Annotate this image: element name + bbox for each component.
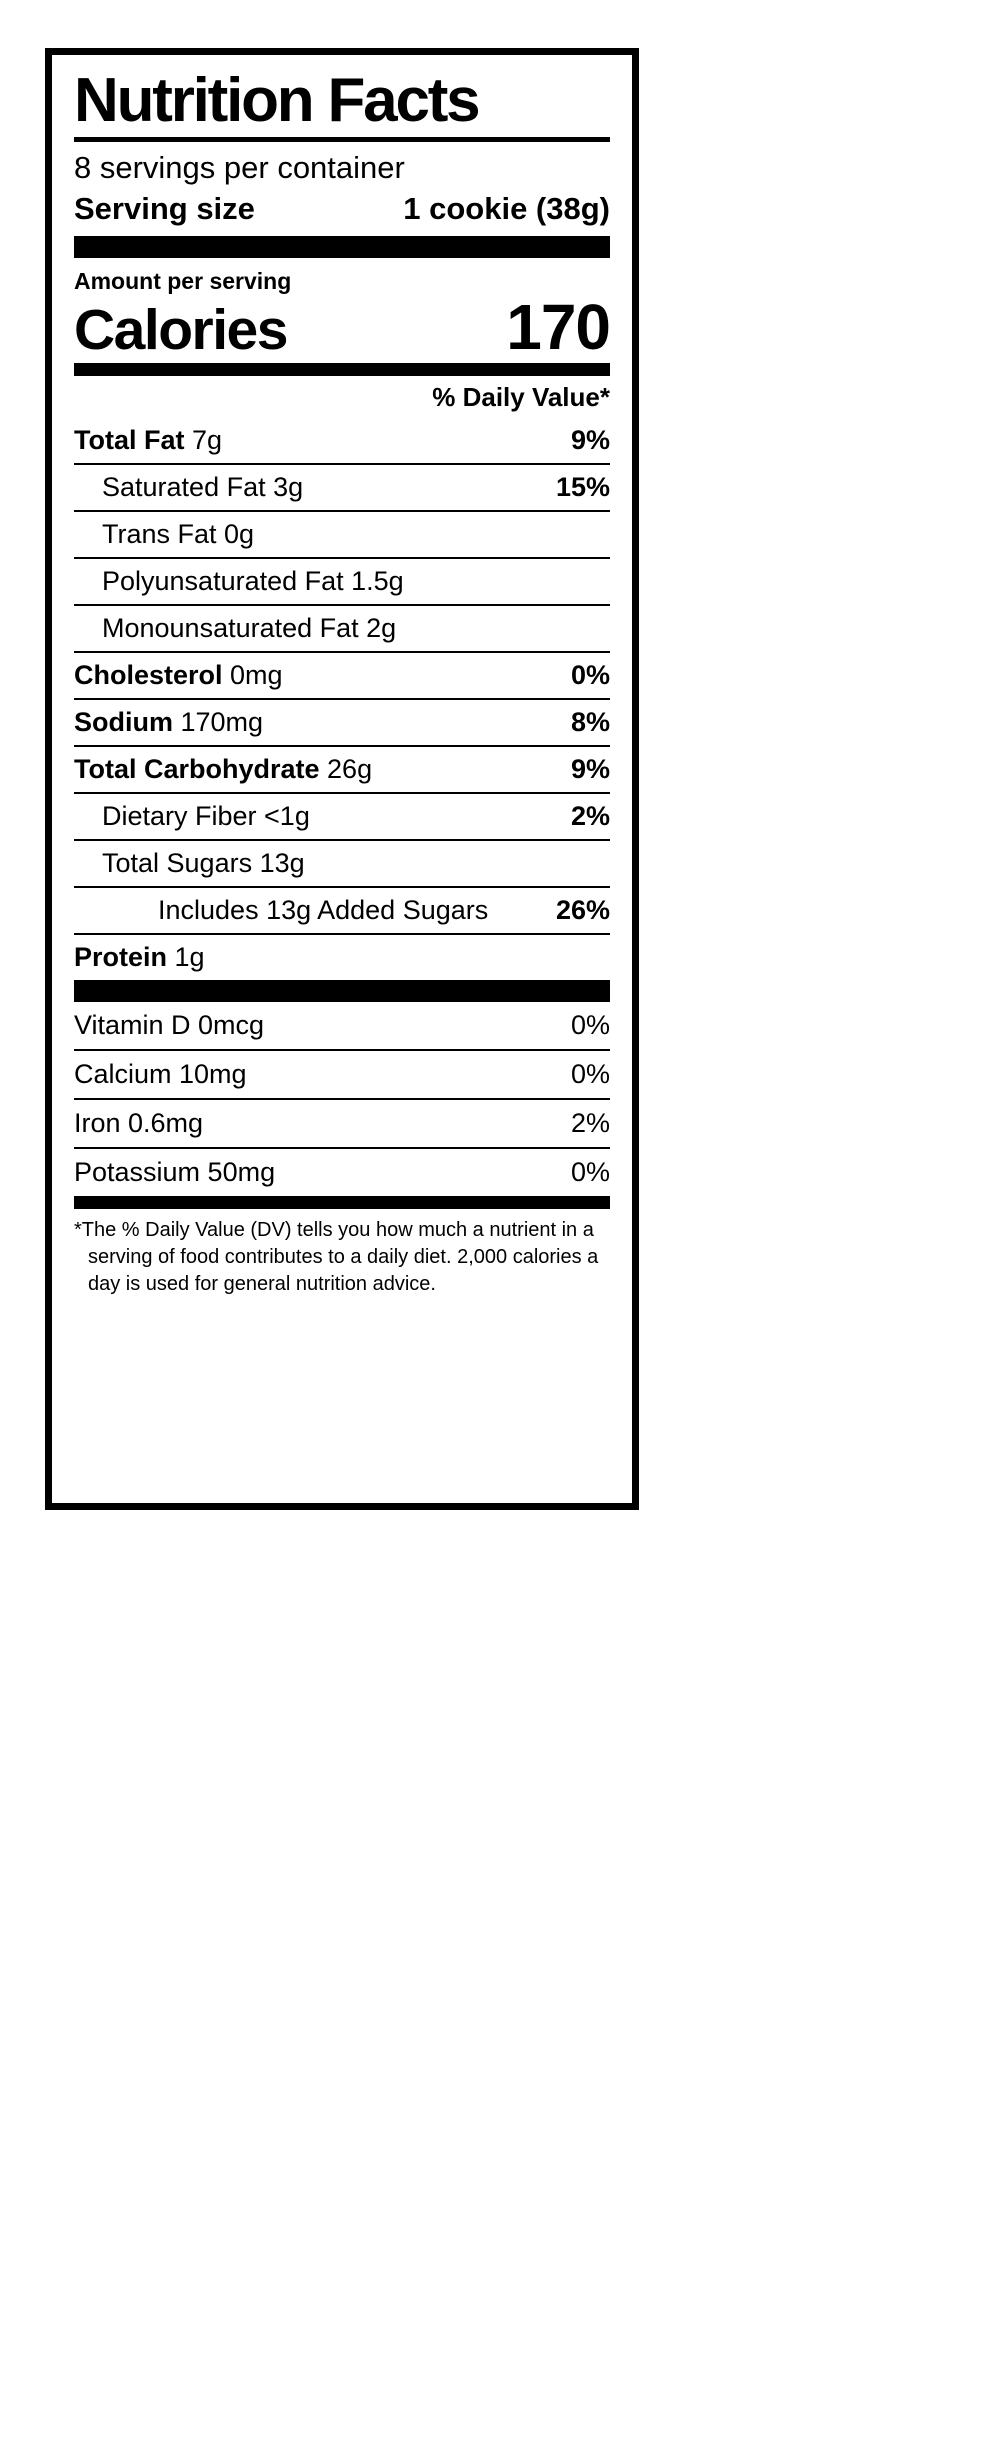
nutrition-facts-panel bbox=[45, 48, 639, 1510]
divider-above-footnote bbox=[74, 1196, 610, 1209]
nutrient-pct: 2% bbox=[570, 801, 610, 831]
daily-value-header: % Daily Value* bbox=[432, 382, 610, 412]
nutrient-row-total-fat bbox=[74, 418, 610, 463]
serving-size-label: Serving size bbox=[74, 191, 255, 226]
nutrient-name bbox=[74, 800, 310, 833]
panel-title: Nutrition Facts bbox=[74, 66, 479, 135]
vitamin-name: Calcium 10mg bbox=[74, 1059, 247, 1089]
nutrient-name bbox=[74, 847, 305, 880]
nutrient-row-sodium bbox=[74, 698, 610, 745]
nutrient-name-rest: 170mg bbox=[173, 707, 264, 737]
nutrient-name-bold: Total Fat bbox=[74, 425, 185, 455]
vitamin-pct: 0% bbox=[570, 1059, 610, 1089]
footnote-line-3: day is used for general nutrition advice. bbox=[88, 1273, 436, 1295]
vitamin-name: Potassium 50mg bbox=[74, 1157, 276, 1187]
nutrient-row-dietary-fiber bbox=[74, 792, 610, 839]
nutrient-row-polyunsaturated-fat bbox=[74, 557, 610, 604]
nutrient-row-total-sugars bbox=[74, 839, 610, 886]
vitamin-row-vitamin-d bbox=[74, 1002, 610, 1049]
nutrient-name-rest: 0mg bbox=[222, 660, 283, 690]
vitamin-pct: 0% bbox=[570, 1010, 610, 1040]
footnote-line-2: serving of food contributes to a daily diet. 2,000 calories a bbox=[88, 1246, 599, 1268]
nutrient-row-saturated-fat bbox=[74, 463, 610, 510]
nutrient-pct: 9% bbox=[570, 425, 610, 455]
nutrient-row-cholesterol bbox=[74, 651, 610, 698]
vitamin-row-iron bbox=[74, 1098, 610, 1147]
nutrient-name-rest: Total Sugars 13g bbox=[102, 848, 305, 878]
nutrient-name-bold: Cholesterol bbox=[74, 660, 223, 690]
serving-size-row bbox=[74, 190, 610, 236]
vitamin-pct: 2% bbox=[570, 1108, 610, 1138]
nutrient-name-rest: Includes 13g Added Sugars bbox=[158, 895, 489, 925]
divider-thick-top bbox=[74, 236, 610, 258]
nutrient-row-trans-fat bbox=[74, 510, 610, 557]
nutrient-name-rest: Trans Fat 0g bbox=[102, 519, 255, 549]
nutrient-name bbox=[74, 941, 205, 974]
footnote bbox=[74, 1209, 610, 1298]
nutrient-name-bold: Sodium bbox=[74, 707, 173, 737]
nutrient-pct: 26% bbox=[555, 895, 610, 925]
nutrient-name bbox=[74, 424, 222, 457]
servings-per-container: 8 servings per container bbox=[74, 150, 405, 185]
divider-above-vitamins bbox=[74, 980, 610, 1002]
vitamin-row-calcium bbox=[74, 1049, 610, 1098]
nutrient-pct: 15% bbox=[555, 472, 610, 502]
nutrient-pct: 8% bbox=[570, 707, 610, 737]
serving-size-value: 1 cookie (38g) bbox=[403, 191, 610, 226]
nutrient-name bbox=[74, 471, 303, 504]
nutrient-name bbox=[74, 565, 404, 598]
nutrient-name-rest: Dietary Fiber <1g bbox=[102, 801, 310, 831]
nutrient-row-monounsaturated-fat bbox=[74, 604, 610, 651]
nutrient-name-rest: Polyunsaturated Fat 1.5g bbox=[102, 566, 404, 596]
vitamin-name: Iron 0.6mg bbox=[74, 1108, 204, 1138]
nutrient-name bbox=[74, 706, 263, 739]
nutrient-name-rest: 1g bbox=[167, 942, 205, 972]
nutrient-pct: 0% bbox=[570, 660, 610, 690]
nutrient-name-rest: 7g bbox=[184, 425, 223, 455]
footnote-line-1: *The % Daily Value (DV) tells you how much a nutrient in a bbox=[74, 1219, 594, 1241]
nutrient-name-bold: Total Carbohydrate bbox=[74, 754, 320, 784]
nutrient-name bbox=[74, 753, 372, 786]
nutrient-row-added-sugars bbox=[74, 886, 610, 933]
nutrient-pct: 9% bbox=[570, 754, 610, 784]
nutrient-name bbox=[74, 659, 283, 692]
nutrient-name bbox=[74, 612, 396, 645]
nutrition-facts-content bbox=[74, 65, 610, 1493]
nutrient-name-bold: Protein bbox=[74, 942, 168, 972]
vitamin-name: Vitamin D 0mcg bbox=[74, 1010, 265, 1040]
vitamin-pct: 0% bbox=[570, 1157, 610, 1187]
calories-row bbox=[74, 291, 610, 363]
calories-value: 170 bbox=[506, 291, 610, 363]
calories-label: Calories bbox=[74, 298, 287, 362]
vitamin-row-potassium bbox=[74, 1147, 610, 1196]
nutrient-name-rest: 26g bbox=[319, 754, 373, 784]
amount-per-serving-label: Amount per serving bbox=[74, 268, 292, 294]
nutrient-row-total-carbohydrate bbox=[74, 745, 610, 792]
nutrient-row-protein bbox=[74, 933, 610, 980]
nutrient-name-rest: Monounsaturated Fat 2g bbox=[102, 613, 397, 643]
nutrient-name-rest: Saturated Fat 3g bbox=[102, 472, 304, 502]
divider-under-calories bbox=[74, 363, 610, 376]
nutrient-name bbox=[74, 518, 254, 551]
nutrient-name bbox=[74, 894, 488, 927]
